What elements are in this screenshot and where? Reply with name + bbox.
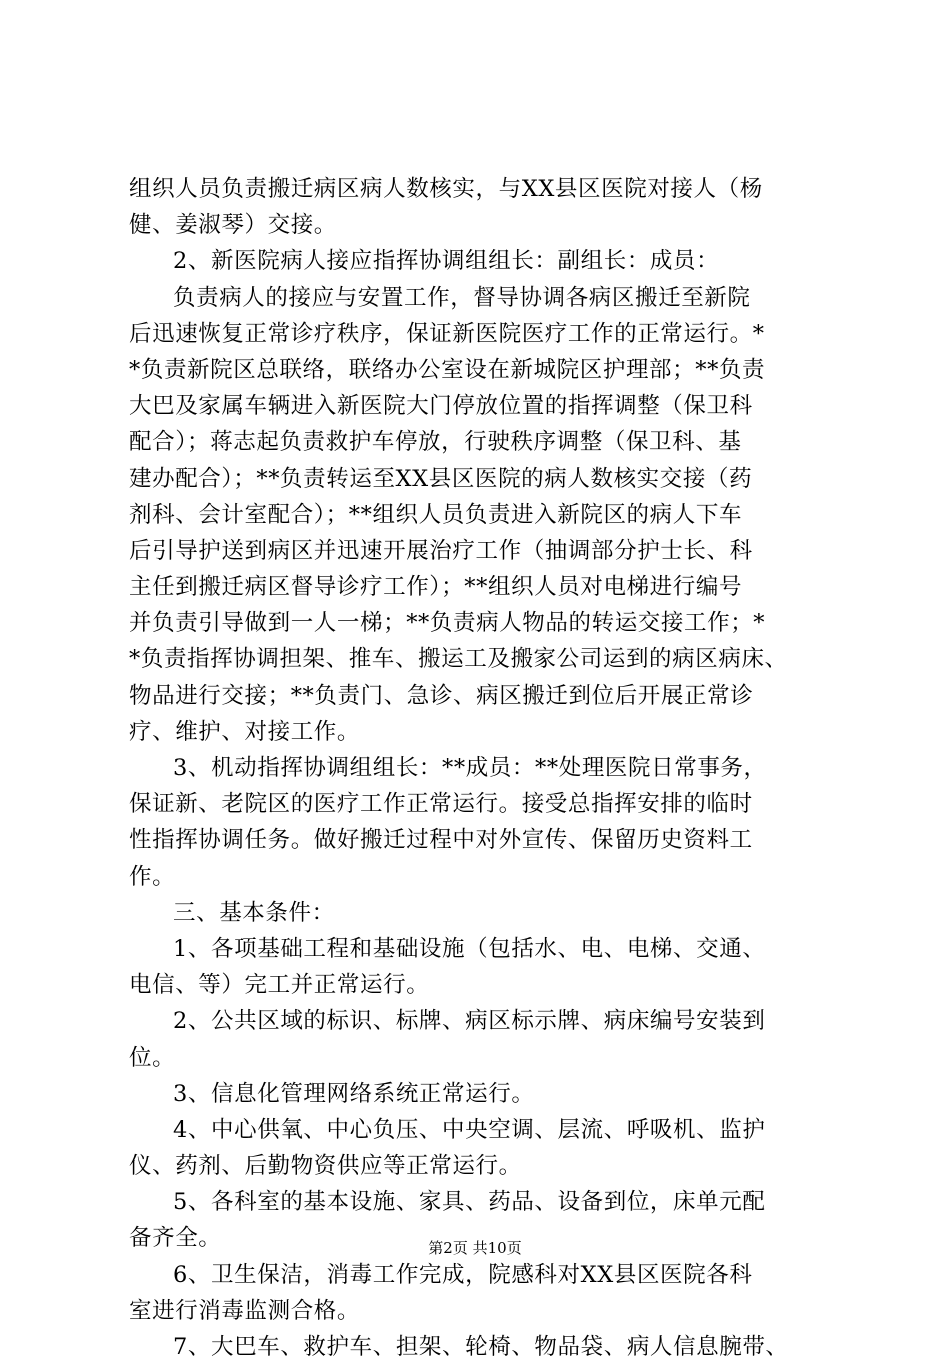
text-line: 2、公共区域的标识、标牌、病区标示牌、病床编号安装到 [173,1008,766,1035]
text-line: 3、信息化管理网络系统正常运行。 [173,1080,535,1107]
text-line: 位。 [129,1044,176,1071]
text-line: 健、姜淑琴）交接。 [129,212,337,239]
page-footer: 第2页 共10页 [428,1239,522,1257]
text-line: 作。 [129,863,176,890]
text-line: 性指挥协调任务。做好搬迁过程中对外宣传、保留历史资料工 [129,827,753,854]
text-line: 后引导护送到病区并迅速开展治疗工作（抽调部分护士长、科 [129,537,753,564]
text-line: 主任到搬迁病区督导诊疗工作）；**组织人员对电梯进行编号 [129,574,743,601]
text-line: 负责病人的接应与安置工作，督导协调各病区搬迁至新院 [173,284,751,311]
text-line: *负责指挥协调担架、推车、搬运工及搬家公司运到的病区病床、 [129,646,788,673]
text-line: 电信、等）完工并正常运行。 [129,972,430,999]
text-line: 配合）；蒋志起负责救护车停放，行驶秩序调整（保卫科、基 [129,429,742,456]
text-line: 疗、维护、对接工作。 [129,718,361,745]
text-line: 5、各科室的基本设施、家具、药品、设备到位，床单元配 [173,1189,766,1216]
text-line: *负责新院区总联络，联络办公室设在新城院区护理部；**负责 [129,356,766,383]
text-line: 剂科、会计室配合）；**组织人员负责进入新院区的病人下车 [129,501,743,528]
text-line: 1、各项基础工程和基础设施（包括水、电、电梯、交通、 [173,935,766,962]
text-line: 仪、药剂、后勤物资供应等正常运行。 [129,1153,522,1180]
text-line: 物品进行交接；**负责门、急诊、病区搬迁到位后开展正常诊 [129,682,754,709]
text-line: 2、新医院病人接应指挥协调组组长：副组长：成员： [173,248,720,275]
text-line: 三、基本条件： [173,899,335,926]
document-body [129,171,844,1365]
text-line: 室进行消毒监测合格。 [129,1297,361,1324]
text-line: 组织人员负责搬迁病区病人数核实，与XX县区医院对接人（杨 [129,176,763,202]
text-line: 备齐全。 [129,1225,222,1252]
text-line: 7、大巴车、救护车、担架、轮椅、物品袋、病人信息腕带、 [173,1334,789,1360]
text-line: 后迅速恢复正常诊疗秩序，保证新医院医疗工作的正常运行。* [129,320,765,347]
text-line: 并负责引导做到一人一梯；**负责病人物品的转运交接工作；* [129,610,766,637]
text-line: 大巴及家属车辆进入新医院大门停放位置的指挥调整（保卫科 [129,393,753,420]
text-line: 6、卫生保洁，消毒工作完成，院感科对XX县区医院各科 [173,1261,753,1288]
text-line: 建办配合）；**负责转运至XX县区医院的病人数核实交接（药 [129,465,753,492]
text-line: 4、中心供氧、中心负压、中央空调、层流、呼吸机、监护 [173,1116,766,1143]
text-line: 3、机动指挥协调组组长：**成员：**处理医院日常事务， [173,755,767,781]
text-line: 保证新、老院区的医疗工作正常运行。接受总指挥安排的临时 [129,791,753,818]
